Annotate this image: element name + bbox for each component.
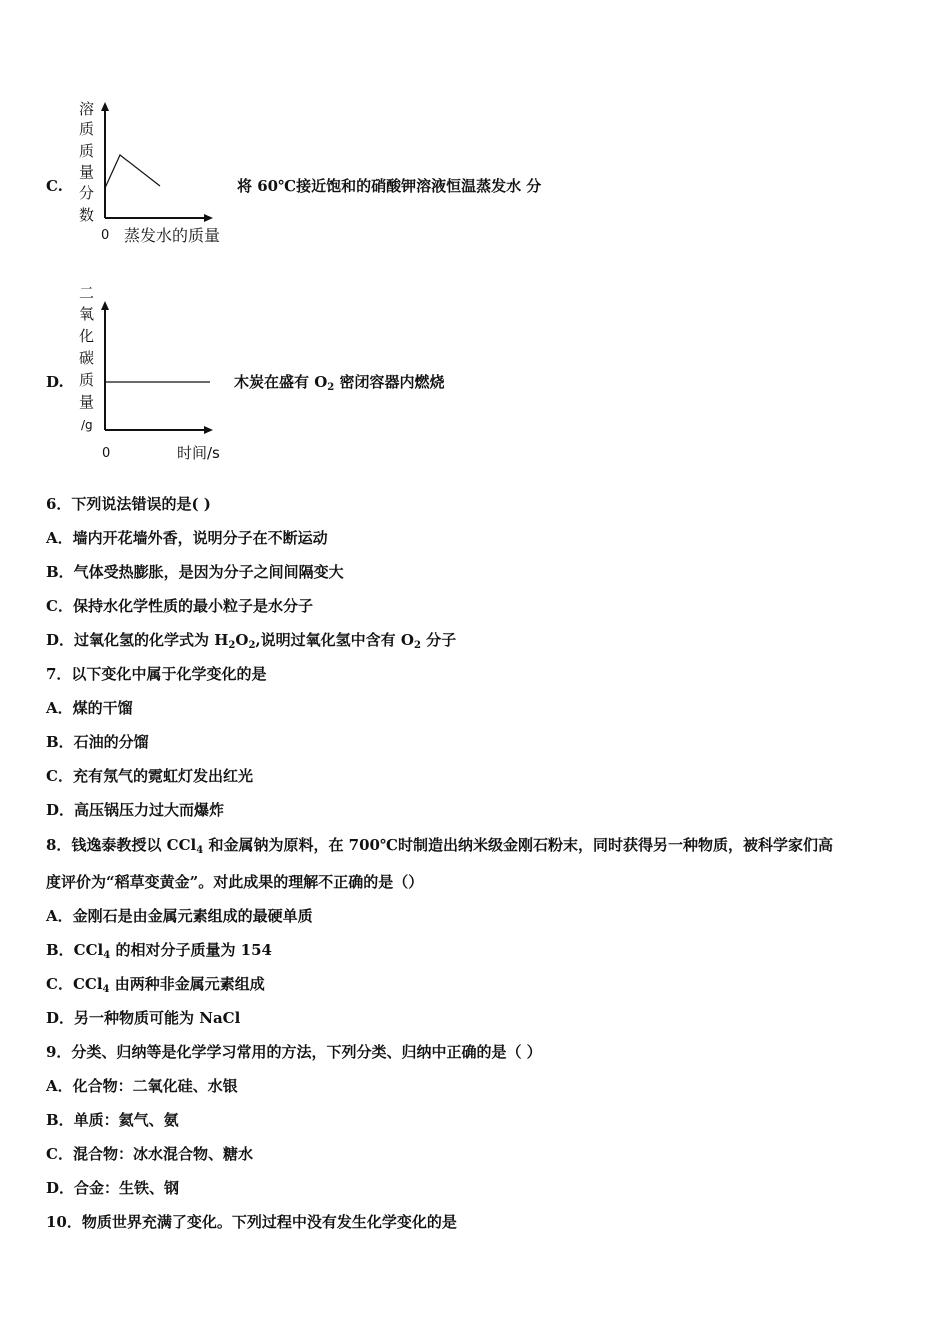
q6-option-c: C．保持水化学性质的最小粒子是水分子	[46, 597, 313, 615]
q8-option-a: A．金刚石是由金属元素组成的最硬单质	[46, 907, 313, 925]
text: 的相对分子质量为 154	[110, 941, 272, 959]
q9-option-d: D．合金：生铁、钢	[46, 1179, 180, 1197]
option-d-desc	[234, 372, 445, 398]
option-d-desc-text: 密闭容器内燃烧	[334, 373, 445, 391]
subscript: 4	[102, 984, 110, 995]
text: 分子	[420, 631, 457, 649]
q8-option-c	[46, 974, 265, 1000]
graph-c-ylabel-char: 溶	[79, 100, 95, 118]
q6-option-d	[46, 630, 456, 656]
graph-d-ylabel-char: 量	[79, 393, 95, 411]
graph-c-ylabel-char: 分	[79, 184, 95, 202]
graph-c-ylabel-char: 数	[79, 206, 95, 224]
subscript: 2	[327, 382, 335, 393]
text: ,说明过氧化氢中含有 O	[255, 631, 414, 649]
graph-d	[74, 280, 254, 465]
text: C．CCl	[46, 975, 103, 993]
option-c-desc: 将 60℃接近饱和的硝酸钾溶液恒温蒸发水 分	[237, 177, 542, 195]
q6-option-a: A．墙内开花墙外香，说明分子在不断运动	[46, 529, 328, 547]
graph-d-ylabel-char: 碳	[79, 349, 95, 367]
graph-d-ylabel-char: 二	[79, 284, 95, 302]
graph-d-y-arrow	[101, 301, 109, 310]
q6-stem: 6．下列说法错误的是( )	[46, 495, 211, 513]
text: 和金属钠为原料，在 700℃时制造出纳米级金刚石粉末，同时获得另一种物质，被科学家们高	[203, 836, 833, 854]
q9-option-b: B．单质：氦气、氨	[46, 1111, 179, 1129]
subscript: 2	[248, 640, 256, 651]
subscript: 4	[196, 845, 204, 856]
option-d-desc-text: 木炭在盛有 O	[234, 373, 328, 391]
graph-c-curve	[105, 155, 160, 188]
graph-c-xlabel: 蒸发水的质量	[124, 226, 221, 245]
graph-c-x-arrow	[204, 214, 213, 222]
graph-c-ylabel-char: 量	[79, 163, 95, 181]
q6-option-b: B．气体受热膨胀，是因为分子之间间隔变大	[46, 563, 344, 581]
q9-stem: 9．分类、归纳等是化学学习常用的方法，下列分类、归纳中正确的是（ ）	[46, 1043, 542, 1061]
text: O	[235, 631, 249, 649]
option-d-letter: D.	[46, 373, 64, 391]
graph-d-xlabel: 时间/s	[177, 444, 220, 462]
graph-d-origin: 0	[102, 446, 111, 461]
q9-option-c: C．混合物：冰水混合物、糖水	[46, 1145, 253, 1163]
graph-c-y-arrow	[101, 102, 109, 111]
graph-d-ylabel-char: 氧	[79, 305, 95, 323]
text: 由两种非金属元素组成	[109, 975, 265, 993]
graph-c-ylabel	[79, 100, 94, 224]
option-c-letter: C.	[46, 177, 63, 195]
q9-option-a: A．化合物：二氧化硅、水银	[46, 1077, 238, 1095]
q7-option-c: C．充有氖气的霓虹灯发出红光	[46, 767, 253, 785]
text: D．过氧化氢的化学式为 H	[46, 631, 229, 649]
graph-d-ylabel	[79, 284, 94, 432]
graph-d-ylabel-char: 化	[79, 327, 95, 345]
q8-stem-line2: 度评价为“稻草变黄金”。对此成果的理解不正确的是（）	[46, 873, 424, 891]
subscript: 2	[228, 640, 236, 651]
q7-stem: 7．以下变化中属于化学变化的是	[46, 665, 267, 683]
graph-c-origin: 0	[101, 228, 110, 243]
graph-d-ylabel-char: /g	[81, 418, 93, 432]
subscript: 4	[103, 950, 111, 961]
text: B．CCl	[46, 941, 104, 959]
graph-c-ylabel-char: 质	[79, 142, 95, 160]
graph-d-x-arrow	[204, 426, 213, 434]
graph-c	[74, 96, 254, 256]
q7-option-d: D．高压锅压力过大而爆炸	[46, 801, 225, 819]
q8-option-d: D．另一种物质可能为 NaCl	[46, 1009, 241, 1027]
q8-option-b	[46, 940, 272, 966]
text: 8．钱逸泰教授以 CCl	[46, 836, 197, 854]
q8-stem-line1	[46, 835, 833, 861]
graph-d-ylabel-char: 质	[79, 371, 95, 389]
subscript: 2	[413, 640, 421, 651]
q7-option-a: A．煤的干馏	[46, 699, 133, 717]
q10-stem: 10．物质世界充满了变化。下列过程中没有发生化学变化的是	[46, 1213, 457, 1231]
graph-c-ylabel-char: 质	[79, 120, 95, 138]
q7-option-b: B．石油的分馏	[46, 733, 149, 751]
